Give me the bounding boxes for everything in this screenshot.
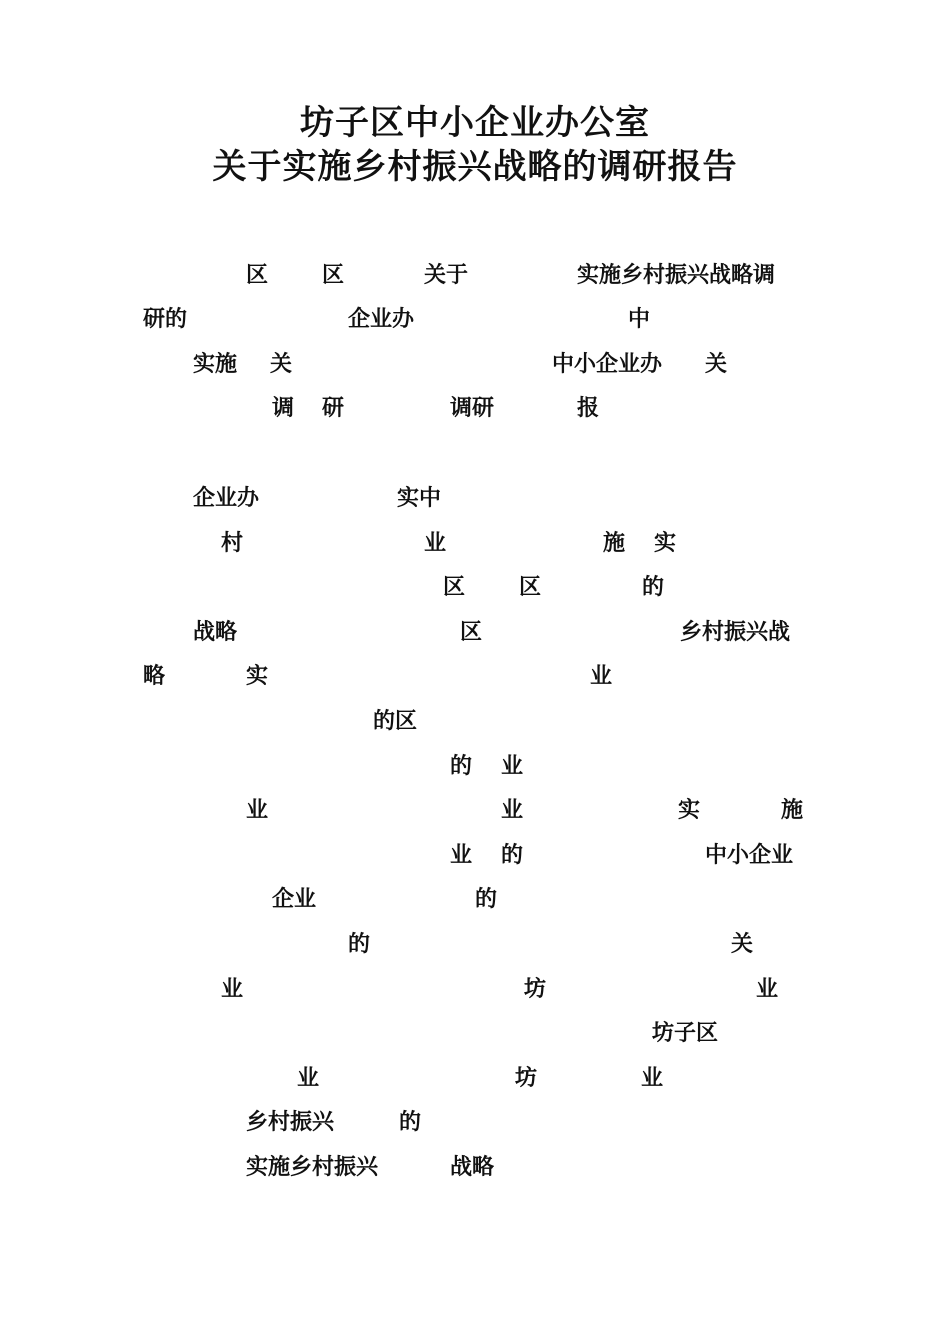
text-fragment: 业	[590, 663, 613, 689]
text-fragment: 略	[143, 663, 166, 689]
text-fragment: 坊	[515, 1065, 538, 1091]
text-fragment: 坊子区	[652, 1020, 719, 1046]
text-fragment: 业	[221, 976, 244, 1002]
text-fragment: 调	[272, 395, 295, 421]
body-line	[0, 929, 950, 969]
body-line	[0, 1152, 950, 1192]
body-line	[0, 884, 950, 924]
text-fragment: 实施乡村振兴	[246, 1154, 379, 1180]
body-line	[0, 706, 950, 746]
text-fragment: 施	[781, 797, 804, 823]
body-line	[0, 393, 950, 433]
text-fragment: 研	[322, 395, 345, 421]
body-line	[0, 528, 950, 568]
text-fragment: 业	[424, 530, 447, 556]
text-fragment: 关	[270, 351, 293, 377]
text-fragment: 中	[628, 306, 651, 332]
text-fragment: 实施	[193, 351, 238, 377]
text-fragment: 的	[475, 886, 498, 912]
text-fragment: 企业办	[193, 485, 260, 511]
text-fragment: 的区	[373, 708, 418, 734]
text-fragment: 业	[450, 842, 473, 868]
text-fragment: 调研	[450, 395, 495, 421]
text-fragment: 坊	[524, 976, 547, 1002]
body-line	[0, 304, 950, 344]
text-fragment: 乡村振兴战	[680, 619, 791, 645]
text-fragment: 实	[654, 530, 677, 556]
text-fragment: 业	[246, 797, 269, 823]
text-fragment: 乡村振兴	[246, 1109, 335, 1135]
body-line	[0, 974, 950, 1014]
text-fragment: 实施乡村振兴战略调	[577, 262, 776, 288]
text-fragment: 企业	[272, 886, 317, 912]
text-fragment: 关	[705, 351, 728, 377]
body-line	[0, 483, 950, 523]
text-fragment: 关于	[424, 262, 469, 288]
body-line	[0, 751, 950, 791]
body-line	[0, 1107, 950, 1147]
text-fragment: 的	[399, 1109, 422, 1135]
body-line	[0, 617, 950, 657]
text-fragment: 村	[221, 530, 244, 556]
body-line	[0, 572, 950, 612]
body-line	[0, 661, 950, 701]
text-fragment: 区	[519, 574, 542, 600]
text-fragment: 实	[246, 663, 269, 689]
text-fragment: 业	[501, 797, 524, 823]
text-fragment: 战略	[450, 1154, 495, 1180]
document-title-line-1: 坊子区中小企业办公室	[300, 103, 650, 143]
text-fragment: 的	[501, 842, 524, 868]
text-fragment: 中小企业	[705, 842, 794, 868]
text-fragment: 区	[460, 619, 483, 645]
body-line	[0, 349, 950, 389]
body-line	[0, 795, 950, 835]
text-fragment: 的	[450, 753, 473, 779]
text-fragment: 施	[603, 530, 626, 556]
document-title-line-2: 关于实施乡村振兴战略的调研报告	[212, 147, 738, 187]
text-fragment: 业	[756, 976, 779, 1002]
text-fragment: 的	[642, 574, 665, 600]
text-fragment: 战略	[193, 619, 238, 645]
text-fragment: 区	[322, 262, 345, 288]
text-fragment: 业	[641, 1065, 664, 1091]
text-fragment: 中小企业办	[552, 351, 663, 377]
body-line	[0, 1018, 950, 1058]
text-fragment: 实	[678, 797, 701, 823]
text-fragment: 区	[443, 574, 466, 600]
text-fragment: 区	[246, 262, 269, 288]
text-fragment: 企业办	[348, 306, 415, 332]
body-line	[0, 260, 950, 300]
text-fragment: 实中	[397, 485, 442, 511]
text-fragment: 报	[577, 395, 600, 421]
text-fragment: 关	[731, 931, 754, 957]
text-fragment: 业	[501, 753, 524, 779]
text-fragment: 业	[297, 1065, 320, 1091]
text-fragment: 研的	[143, 306, 188, 332]
body-line	[0, 840, 950, 880]
body-line	[0, 1063, 950, 1103]
text-fragment: 的	[348, 931, 371, 957]
